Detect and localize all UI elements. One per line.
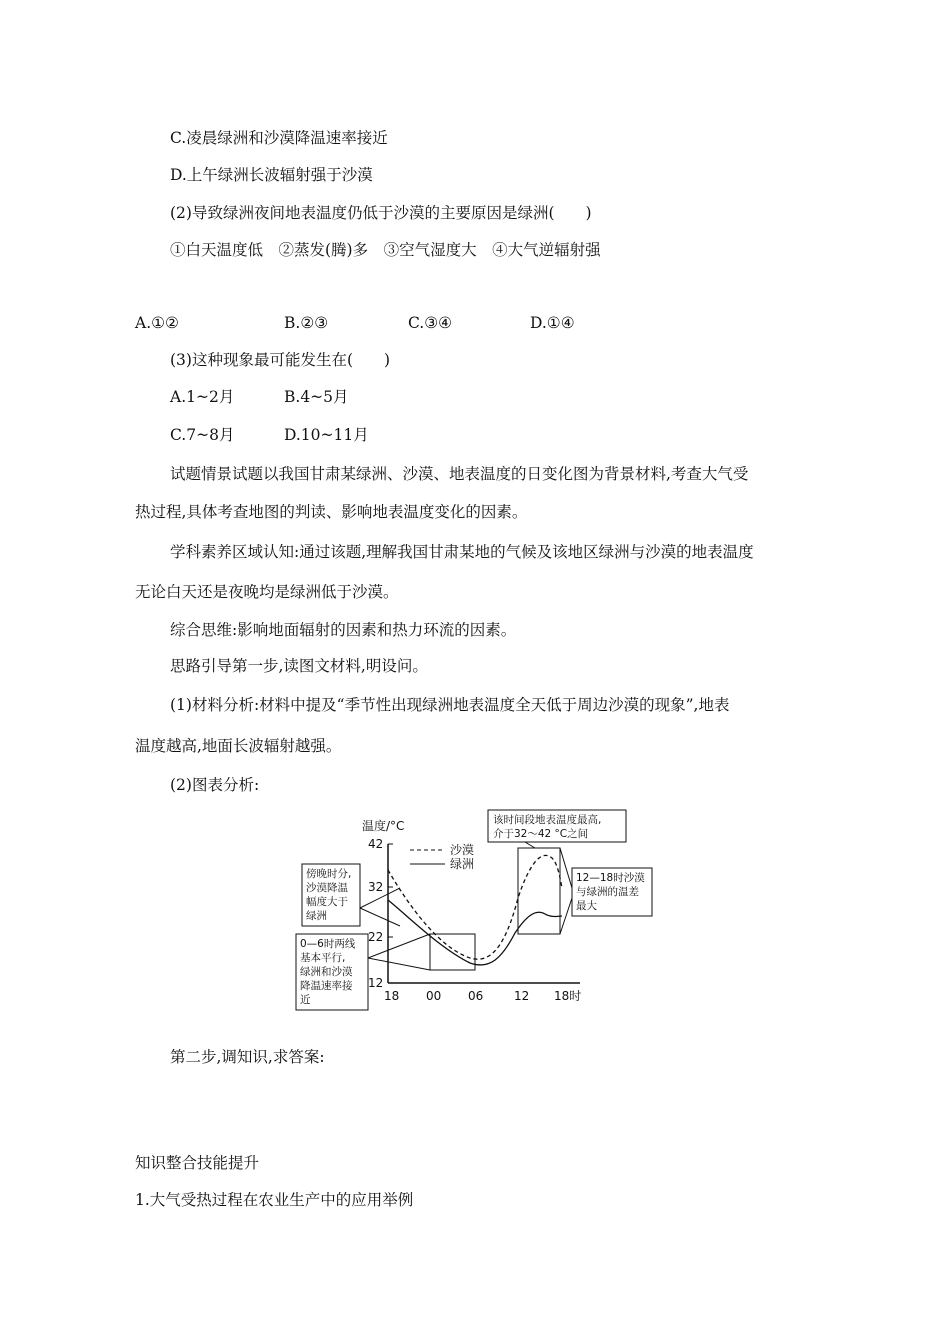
callout-evening-line: 绿洲 [306, 910, 327, 922]
legend-oasis: 绿洲 [450, 857, 475, 871]
q2-option-a: A.①② [135, 314, 179, 332]
analysis-scenario-2: 热过程,具体考查地图的判读、影响地表温度变化的因素。 [135, 503, 528, 521]
section-title: 知识整合技能提升 [135, 1154, 260, 1172]
callout-evening-line: 傍晚时分, [306, 868, 352, 880]
chart-analysis-heading: (2)图表分析: [170, 776, 260, 794]
q3-option-a: A.1~2月 [170, 388, 235, 406]
callout-night-line: 近 [300, 994, 311, 1006]
q3-option-b: B.4~5月 [284, 388, 349, 406]
q2-option-c: C.③④ [408, 314, 453, 332]
x-tick-label: 12 [514, 989, 530, 1003]
callout-afternoon-line: 12—18时沙漠 [576, 872, 645, 884]
callout-night-line: 降温速率接 [300, 980, 353, 992]
y-tick-label: 12 [368, 976, 384, 990]
material-analysis-1: (1)材料分析:材料中提及“季节性出现绿洲地表温度全天低于周边沙漠的现象”,地表 [170, 696, 730, 714]
legend-desert: 沙漠 [450, 843, 475, 857]
temperature-figure [290, 808, 660, 1018]
question-2-items: ①白天温度低 ②蒸发(腾)多 ③空气湿度大 ④大气逆辐射强 [170, 241, 601, 259]
option-c: C.凌晨绿洲和沙漠降温速率接近 [170, 129, 388, 147]
question-3: (3)这种现象最可能发生在( ) [170, 351, 391, 369]
knowledge-item-1: 1.大气受热过程在农业生产中的应用举例 [135, 1191, 414, 1209]
y-tick-label: 32 [368, 880, 384, 894]
callout-top-line: 介于32～42 °C之间 [493, 828, 589, 840]
analysis-scenario-1: 试题情景试题以我国甘肃某绿洲、沙漠、地表温度的日变化图为背景材料,考查大气受 [170, 465, 749, 483]
callout-afternoon-line: 最大 [576, 900, 597, 912]
question-2: (2)导致绿洲夜间地表温度仍低于沙漠的主要原因是绿洲( ) [170, 204, 592, 222]
callout-night-line: 绿洲和沙漠 [300, 966, 353, 978]
analysis-step1: 思路引导第一步,读图文材料,明设问。 [170, 657, 428, 675]
callout-evening-leader [360, 908, 400, 926]
step-2: 第二步,调知识,求答案: [170, 1048, 325, 1066]
q2-option-b: B.②③ [284, 314, 329, 332]
callout-night-line: 0—6时两线 [300, 938, 356, 950]
x-tick-label: 18时 [554, 989, 582, 1003]
callout-afternoon-leader [560, 848, 572, 888]
y-tick-label: 42 [368, 837, 384, 851]
x-tick-label: 06 [468, 989, 484, 1003]
analysis-thinking: 综合思维:影响地面辐射的因素和热力环流的因素。 [170, 621, 517, 639]
callout-top-line: 该时间段地表温度最高, [493, 814, 602, 826]
callout-evening-line: 沙漠降温 [306, 882, 348, 894]
callout-night-leader [368, 958, 430, 970]
y-tick-label: 22 [368, 930, 384, 944]
q2-option-d: D.①④ [530, 314, 575, 332]
callout-afternoon-line: 与绿洲的温差 [576, 886, 639, 898]
x-tick-label: 00 [426, 989, 442, 1003]
callout-evening-line: 幅度大于 [306, 896, 348, 908]
y-axis-label: 温度/°C [362, 819, 405, 833]
option-d: D.上午绿洲长波辐射强于沙漠 [170, 166, 373, 184]
analysis-literacy-1: 学科素养区域认知:通过该题,理解我国甘肃某地的气候及该地区绿洲与沙漠的地表温度 [170, 543, 754, 561]
q3-option-d: D.10~11月 [284, 426, 369, 444]
analysis-literacy-2: 无论白天还是夜晚均是绿洲低于沙漠。 [135, 583, 399, 601]
x-tick-label: 18 [384, 989, 400, 1003]
callout-night-line: 基本平行, [300, 952, 346, 964]
q3-option-c: C.7~8月 [170, 426, 235, 444]
callout-top-leader [525, 842, 535, 848]
material-analysis-2: 温度越高,地面长波辐射越强。 [135, 737, 342, 755]
